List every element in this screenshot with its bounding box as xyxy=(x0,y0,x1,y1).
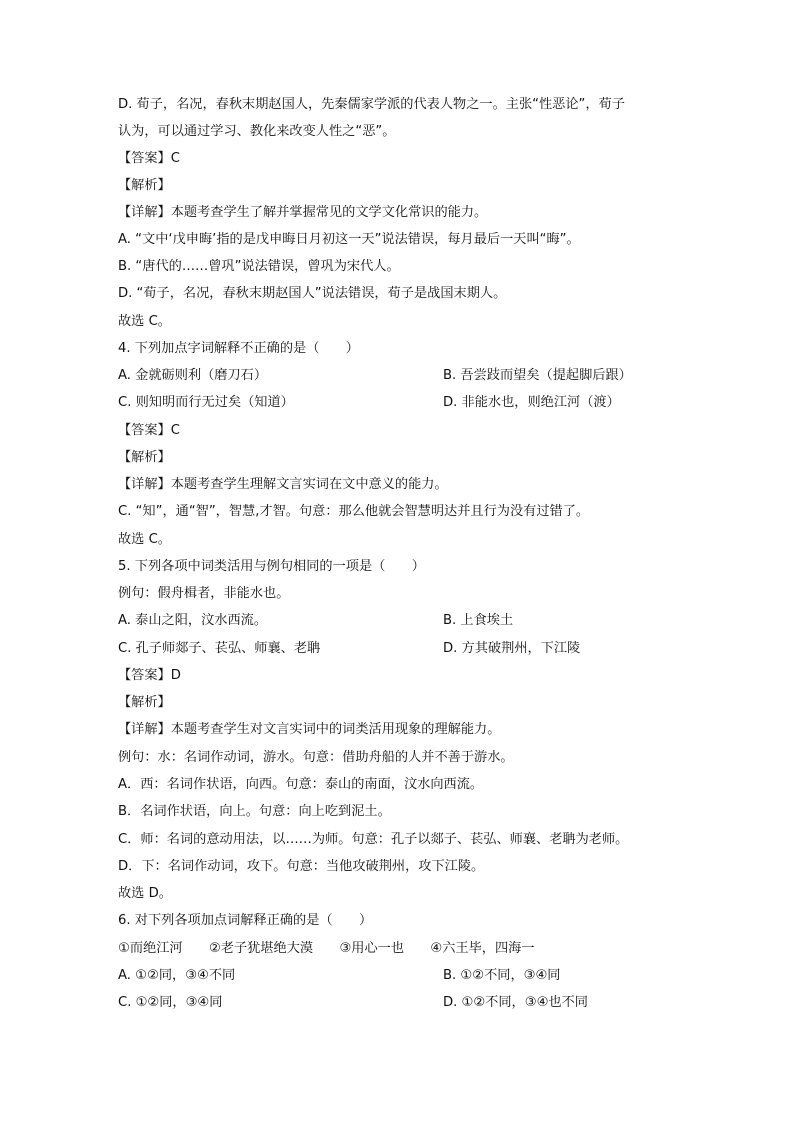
q4-option-d: D. 非能水也，则绝江河（渡） xyxy=(443,395,620,410)
q5-point-b: B．名词作状语，向上。句意：向上吃到泥土。 xyxy=(118,804,391,819)
q4-options-row-1 xyxy=(118,367,678,385)
q6-option-d: D. ①②不同，③④也不同 xyxy=(443,995,588,1010)
q4-conclusion: 故选 C。 xyxy=(118,532,171,547)
q3-option-d-line2: 认为，可以通过学习、教化来改变人性之“恶”。 xyxy=(118,124,396,139)
q6-option-a: A. ①②同，③④不同 xyxy=(118,968,236,983)
q3-analysis-heading: 【解析】 xyxy=(118,178,171,193)
q4-explain: C. “知”，通“智”，智慧,才智。句意：那么他就会智慧明达并且行为没有过错了。 xyxy=(118,504,590,519)
q3-detail: 【详解】本题考查学生了解并掌握常见的文学文化常识的能力。 xyxy=(118,205,488,220)
q5-example: 例句：假舟楫者，非能水也。 xyxy=(118,586,290,601)
q6-stem: 6. 对下列各项加点词解释正确的是（ ） xyxy=(118,913,373,928)
q4-option-a: A. 金就砺则利（磨刀石） xyxy=(118,368,268,383)
q5-example-explain: 例句：水：名词作动词，游水。句意：借助舟船的人并不善于游水。 xyxy=(118,750,514,765)
q6-items: ①而绝江河 ②老子犹堪绝大漠 ③用心一也 ④六王毕，四海一 xyxy=(118,941,535,956)
q6-option-c: C. ①②同，③④同 xyxy=(118,995,223,1010)
q6-option-b: B. ①②不同，③④同 xyxy=(443,968,561,983)
q4-option-c: C. 则知明而行无过矣（知道） xyxy=(118,395,294,410)
q5-option-b: B. 上食埃土 xyxy=(443,613,514,628)
q4-detail: 【详解】本题考查学生理解文言实词在文中意义的能力。 xyxy=(118,477,448,492)
q5-detail: 【详解】本题考查学生对文言实词中的词类活用现象的理解能力。 xyxy=(118,722,501,737)
q4-option-b: B. 吾尝跂而望矣（提起脚后跟） xyxy=(443,368,632,383)
q5-point-c: C．师：名词的意动用法，以……为师。句意：孔子以郯子、苌弘、师襄、老聃为老师。 xyxy=(118,832,629,847)
q5-option-d: D. 方其破荆州，下江陵 xyxy=(443,641,581,656)
q5-options-row-2 xyxy=(118,640,678,658)
q5-option-a: A. 泰山之阳，汶水西流。 xyxy=(118,613,268,628)
q5-conclusion: 故选 D。 xyxy=(118,886,172,901)
q6-options-row-1 xyxy=(118,967,678,985)
q5-options-row-1 xyxy=(118,612,678,630)
q3-conclusion: 故选 C。 xyxy=(118,314,171,329)
q5-point-a: A．西：名词作状语，向西。句意：泰山的南面，汶水向西流。 xyxy=(118,777,484,792)
q5-analysis-heading: 【解析】 xyxy=(118,695,171,710)
q4-analysis-heading: 【解析】 xyxy=(118,450,171,465)
q6-options-row-2 xyxy=(118,994,678,1012)
q4-options-row-2 xyxy=(118,394,678,412)
q4-answer: 【答案】C xyxy=(118,423,180,438)
q3-point-a: A. “文中‘戊申晦’指的是戊申晦日月初这一天”说法错误，每月最后一天叫“晦”。 xyxy=(118,232,580,247)
q4-stem: 4. 下列加点字词解释不正确的是（ ） xyxy=(118,341,359,356)
q3-option-d-line1: D. 荀子，名况，春秋末期赵国人，先秦儒家学派的代表人物之一。主张“性恶论”，荀子 xyxy=(118,97,625,112)
q3-point-b: B. “唐代的……曾巩”说法错误，曾巩为宋代人。 xyxy=(118,259,400,274)
q5-stem: 5. 下列各项中词类活用与例句相同的一项是（ ） xyxy=(118,559,425,574)
q5-option-c: C. 孔子师郯子、苌弘、师襄、老聃 xyxy=(118,641,321,656)
q5-point-d: D．下：名词作动词，攻下。句意：当他攻破荆州，攻下江陵。 xyxy=(118,859,485,874)
q3-answer: 【答案】C xyxy=(118,151,180,166)
q5-answer: 【答案】D xyxy=(118,668,181,683)
q3-point-d: D. “荀子，名况，春秋末期赵国人”说法错误，荀子是战国末期人。 xyxy=(118,286,507,301)
